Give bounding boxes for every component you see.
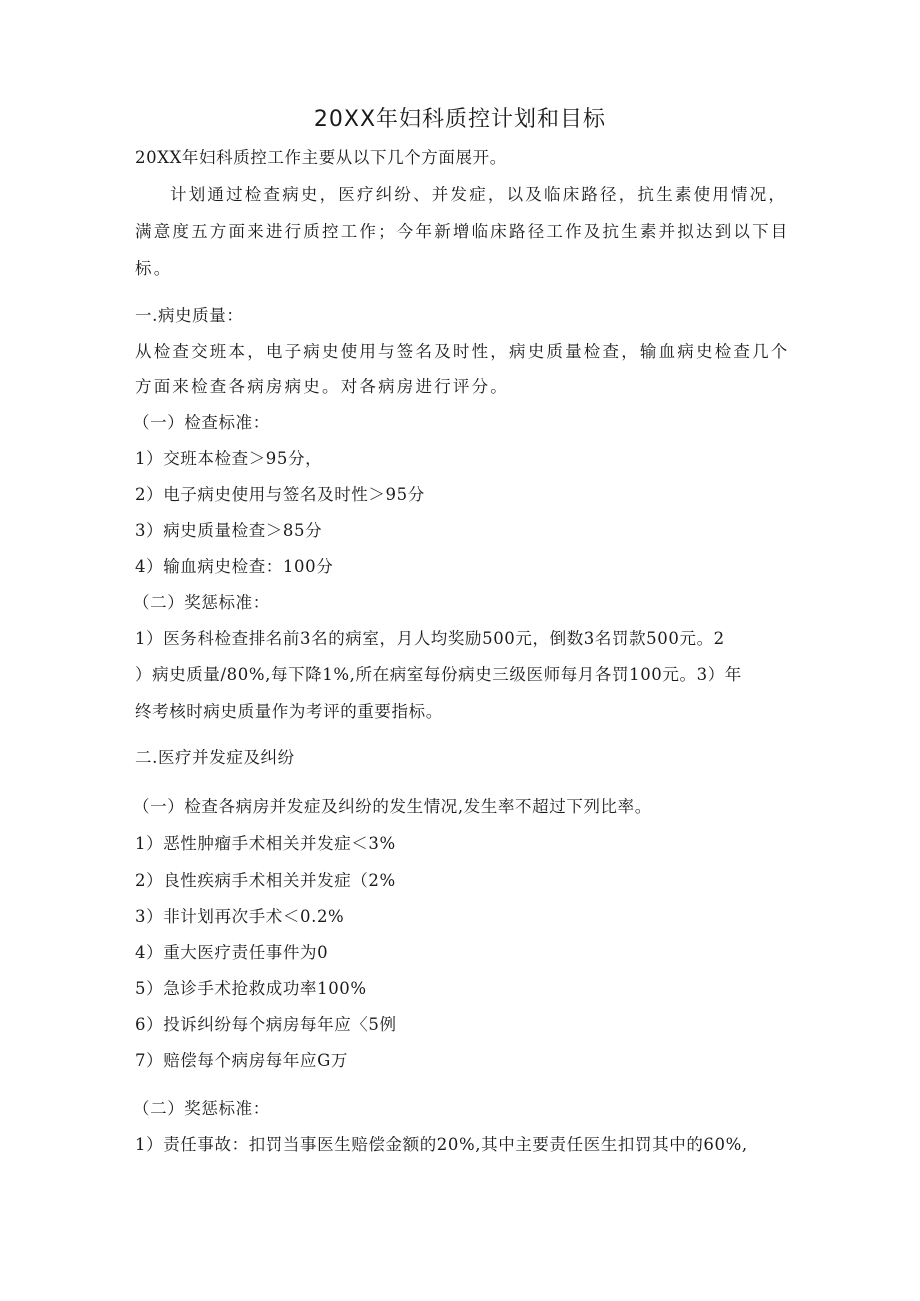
paragraph-line: 1）医务科检查排名前3名的病室，月人均奖励500元，倒数3名罚款500元。2 <box>135 629 725 648</box>
subsection-heading: （一）检查各病房并发症及纠纷的发生情况,发生率不超过下列比率。 <box>133 797 652 816</box>
list-item: 5）急诊手术抢救成功率100% <box>135 979 367 998</box>
paragraph-line: ）病史质量/80%,每下降1%,所在病室每份病史三级医师每月各罚100元。3）年 <box>135 665 742 684</box>
intro-line: 20XX年妇科质控工作主要从以下几个方面展开。 <box>135 148 507 167</box>
section-heading: 一.病史质量： <box>135 306 244 325</box>
list-item: 2）电子病史使用与签名及时性＞95分 <box>135 485 425 504</box>
list-item: 3）非计划再次手术＜0.2% <box>135 907 345 926</box>
list-item: 4）重大医疗责任事件为0 <box>135 943 329 962</box>
subsection-heading: （一）检查标准： <box>133 413 270 432</box>
paragraph-line: 标。 <box>135 259 173 278</box>
list-item: 1）恶性肿瘤手术相关并发症＜3% <box>135 834 396 853</box>
paragraph-line: 方面来检查各病房病史。对各病房进行评分。 <box>135 377 509 396</box>
list-item: 2）良性疾病手术相关并发症（2% <box>135 871 396 890</box>
list-item: 1）交班本检查＞95分， <box>135 449 323 468</box>
paragraph-line: 满意度五方面来进行质控工作；今年新增临床路径工作及抗生素并拟达到以下目 <box>135 222 790 241</box>
section-heading: 二.医疗并发症及纠纷 <box>135 748 295 767</box>
paragraph-line: 从检查交班本，电子病史使用与签名及时性，病史质量检查，输血病史检查几个 <box>135 342 790 361</box>
subsection-heading: （二）奖惩标准： <box>133 593 270 612</box>
list-item: 6）投诉纠纷每个病房每年应〈5例 <box>135 1015 397 1034</box>
document-title: 20XX年妇科质控计划和目标 <box>313 107 607 132</box>
subsection-heading: （二）奖惩标准： <box>133 1099 270 1118</box>
list-item: 3）病史质量检查＞85分 <box>135 521 323 540</box>
list-item: 4）输血病史检查：100分 <box>135 557 334 576</box>
list-item: 7）赔偿每个病房每年应G万 <box>135 1051 348 1070</box>
paragraph-line: 终考核时病史质量作为考评的重要指标。 <box>135 702 443 721</box>
paragraph-line: 计划通过检查病史，医疗纠纷、并发症，以及临床路径，抗生素使用情况， <box>170 185 788 204</box>
paragraph-line: 1）责任事故：扣罚当事医生赔偿金额的20%,其中主要责任医生扣罚其中的60%, <box>135 1135 748 1154</box>
